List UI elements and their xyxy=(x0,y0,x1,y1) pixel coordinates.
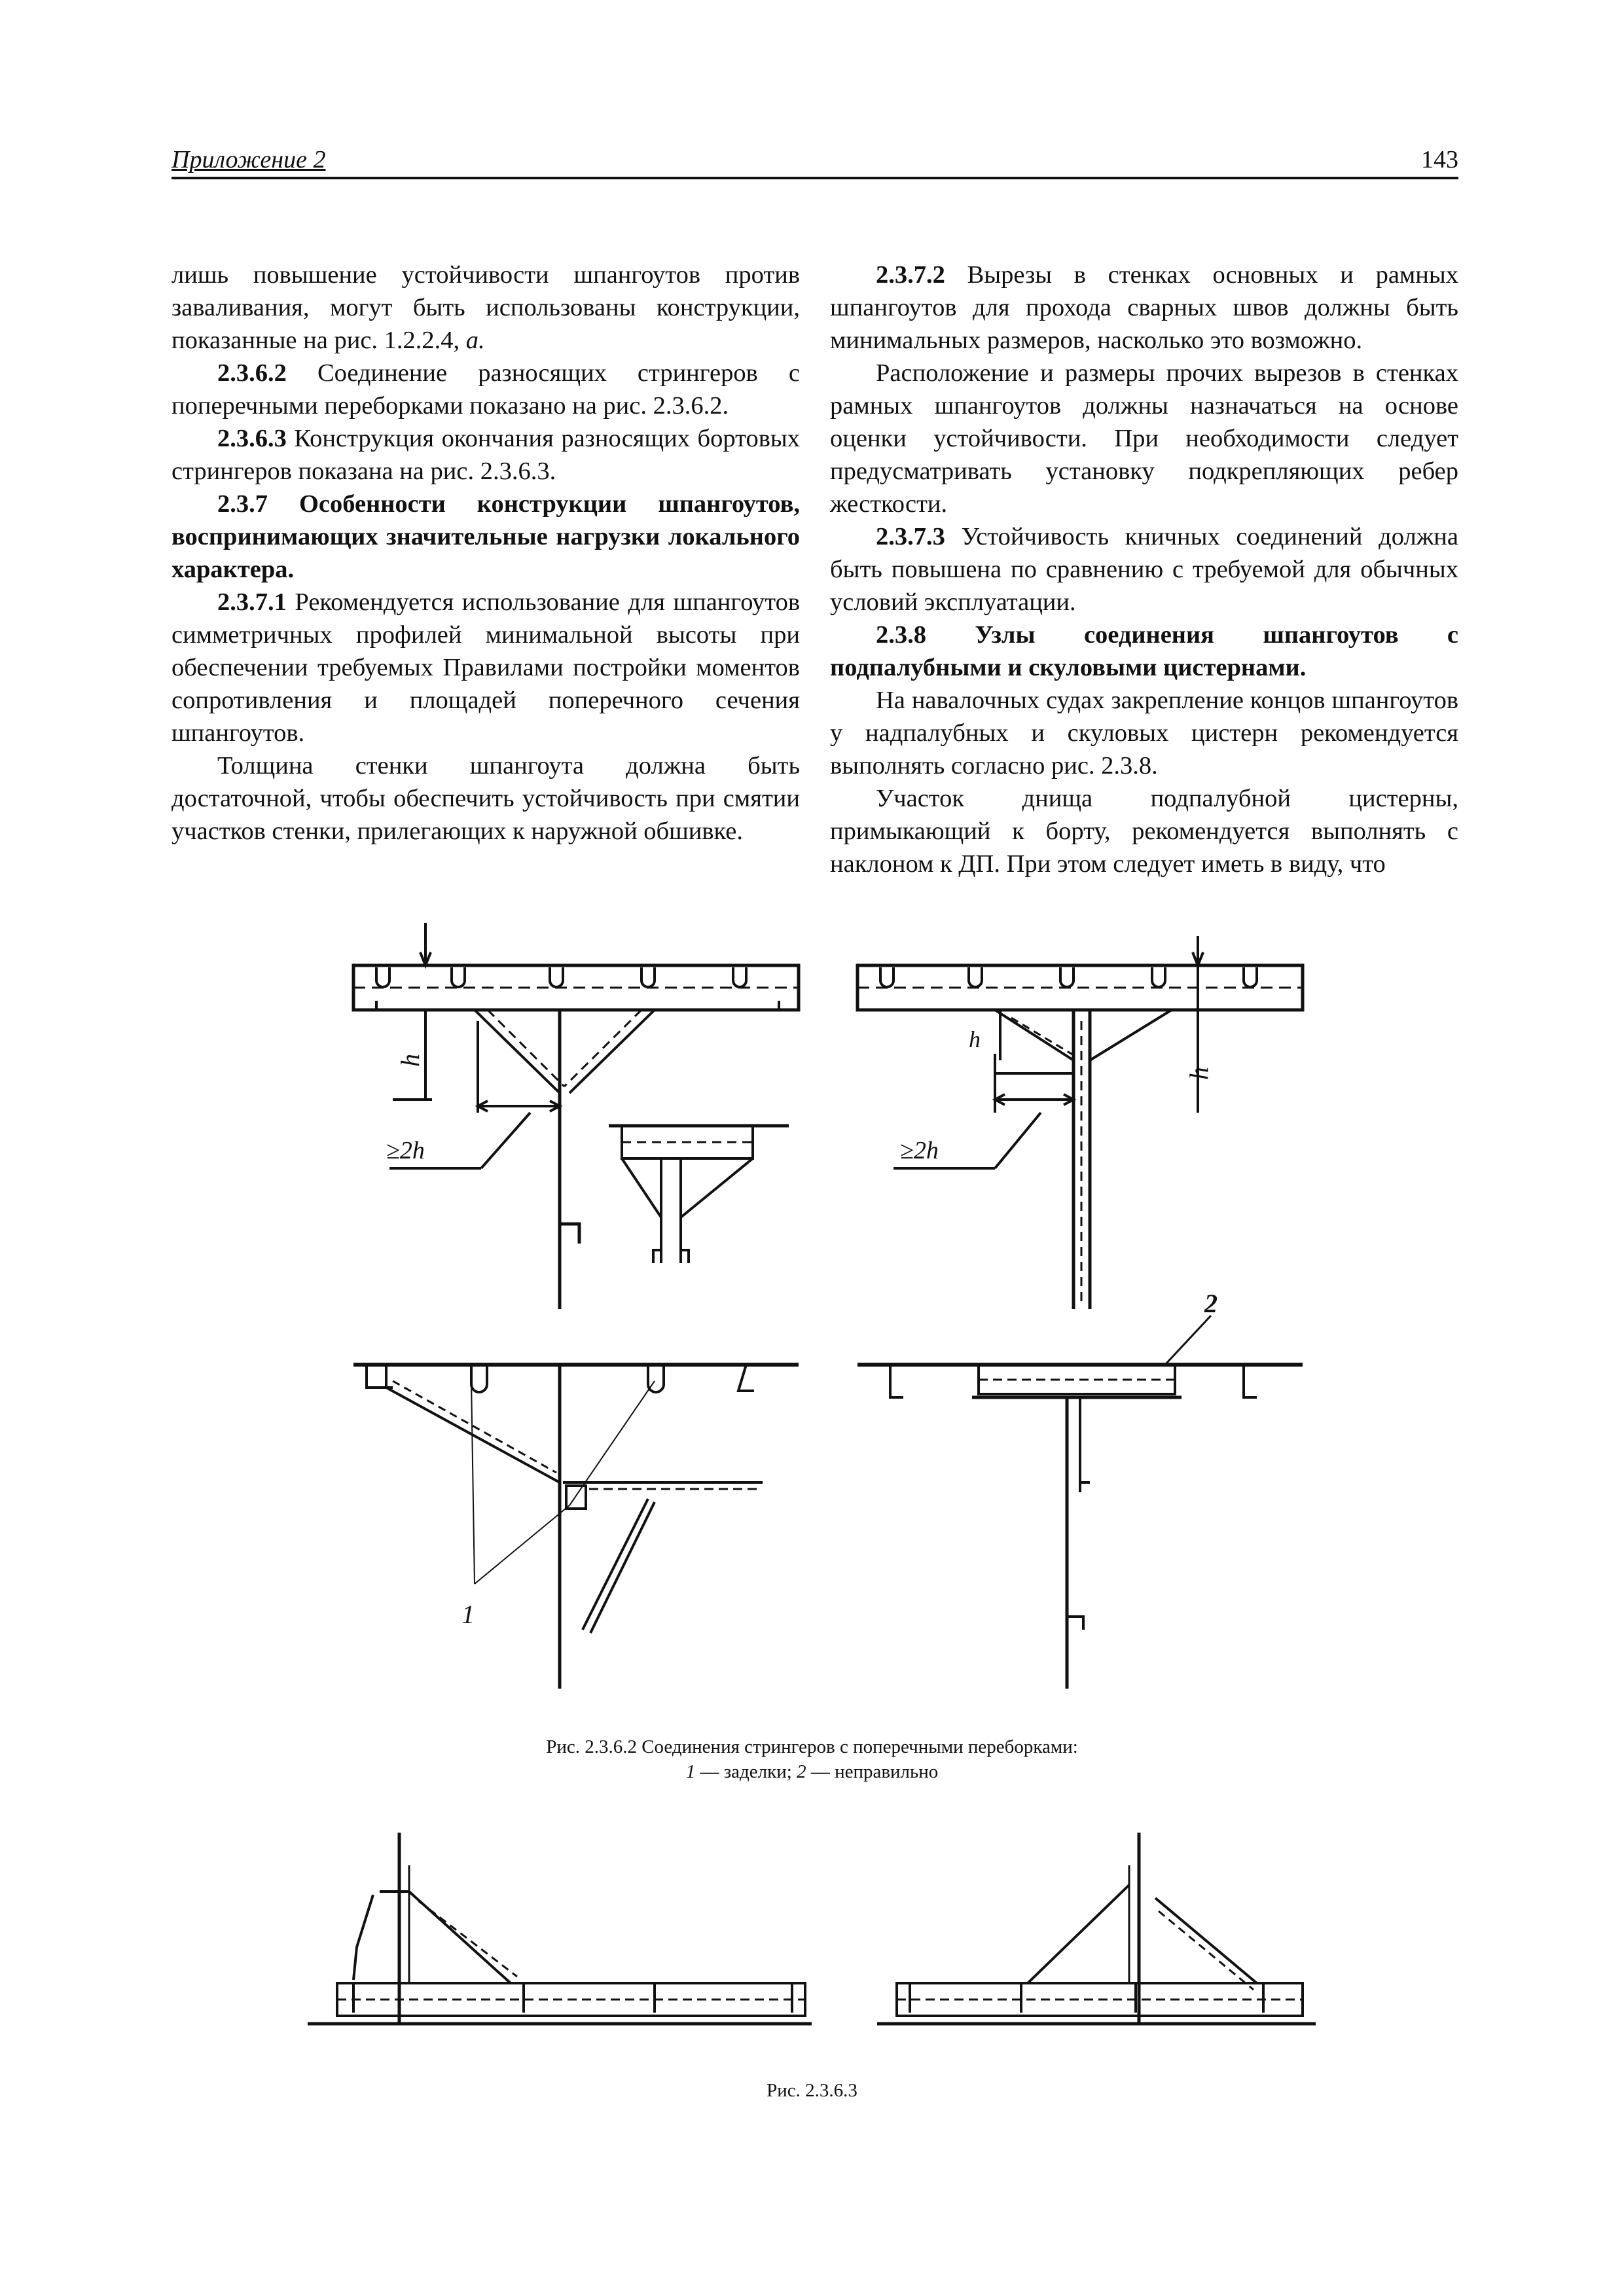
sketch-top-left xyxy=(353,923,799,1309)
header-section-title: Приложение 2 xyxy=(171,146,326,173)
sketch-bottom-right xyxy=(857,1316,1303,1689)
paragraph-2-3-7-1: 2.3.7.1 Рекомендуется использование для шпангоутов симметричных профилей минимальной высоты при обеспечении требуемых Правилами постройки моментов сопротивления и площадей поперечного сечения шпангоутов. xyxy=(171,588,800,747)
label-h-left: h xyxy=(395,1054,425,1067)
paragraph-2-3-6-2: 2.3.6.2 Соединение разносящих стрингеров с поперечными переборками показано на рис. 2.3.6.2. xyxy=(171,359,800,420)
label-2h-left: ≥2h xyxy=(386,1137,425,1164)
caption-line-1: Рис. 2.3.6.2 Соединения стрингеров с поперечными переборками: xyxy=(546,1736,1078,1757)
label-h-right: h xyxy=(1184,1067,1214,1080)
sketch-inset xyxy=(609,1126,789,1263)
paragraph-bulk-carriers: На навалочных судах закрепление концов шпангоутов у надпалубных и скуловых цистерн рекомендуется выполнять согласно рис. 2.3.8. xyxy=(830,687,1458,780)
figure-2-3-6-3-caption: Рис. 2.3.6.3 xyxy=(767,2080,857,2101)
label-2h-right: ≥2h xyxy=(900,1137,939,1164)
label-2: 2 xyxy=(1204,1289,1218,1318)
paragraph-2-3-6-3: 2.3.6.3 Конструкция окончания разносящих бортовых стрингеров показана на рис. 2.3.6.3. xyxy=(171,425,800,485)
page-number: 143 xyxy=(1421,146,1458,173)
figure-2-3-6-3-right xyxy=(877,1833,1316,2024)
sketch-bottom-left xyxy=(353,1365,799,1689)
sketch-top-right xyxy=(857,936,1303,1309)
paragraph-2-3-7-2: 2.3.7.2 Вырезы в стенках основных и рамных шпангоутов для прохода сварных швов должны быть минимальных размеров, насколько это возможно. xyxy=(830,261,1458,354)
label-1: 1 xyxy=(461,1600,475,1629)
paragraph-web-thickness: Толщина стенки шпангоута должна быть достаточной, чтобы обеспечить устойчивость при смятии участков стенки, прилегающих к наружной обшивке. xyxy=(171,752,800,845)
heading-2-3-8: 2.3.8 Узлы соединения шпангоутов с подпалубными и скуловыми цистернами. xyxy=(830,621,1458,681)
paragraph-cutouts: Расположение и размеры прочих вырезов в стенках рамных шпангоутов должны назначаться на основе оценки устойчивости. При необходимости следует предусматривать установку подкрепляющих ребер жесткости. xyxy=(830,359,1458,518)
paragraph-continuation: лишь повышение устойчивости шпангоутов против заваливания, могут быть использованы конструкции, показанные на рис. 1.2.2.4, а. xyxy=(171,261,800,354)
figure-2-3-6-3-left xyxy=(308,1833,812,2024)
heading-2-3-7: 2.3.7 Особенности конструкции шпангоутов, воспринимающих значительные нагрузки локального характера. xyxy=(171,490,800,583)
label-h-right-small: h xyxy=(969,1026,981,1052)
paragraph-tank-bottom: Участок днища подпалубной цистерны, примыкающий к борту, рекомендуется выполнять с наклоном к ДП. При этом следует иметь в виду, что xyxy=(830,785,1458,878)
figure-2-3-6-2-caption xyxy=(0,1734,1624,1784)
caption-line-2: 1 — заделки; 2 — неправильно xyxy=(685,1761,939,1782)
paragraph-2-3-7-3: 2.3.7.3 Устойчивость кничных соединений должна быть повышена по сравнению с требуемой для обычных условий эксплуатации. xyxy=(830,523,1458,616)
